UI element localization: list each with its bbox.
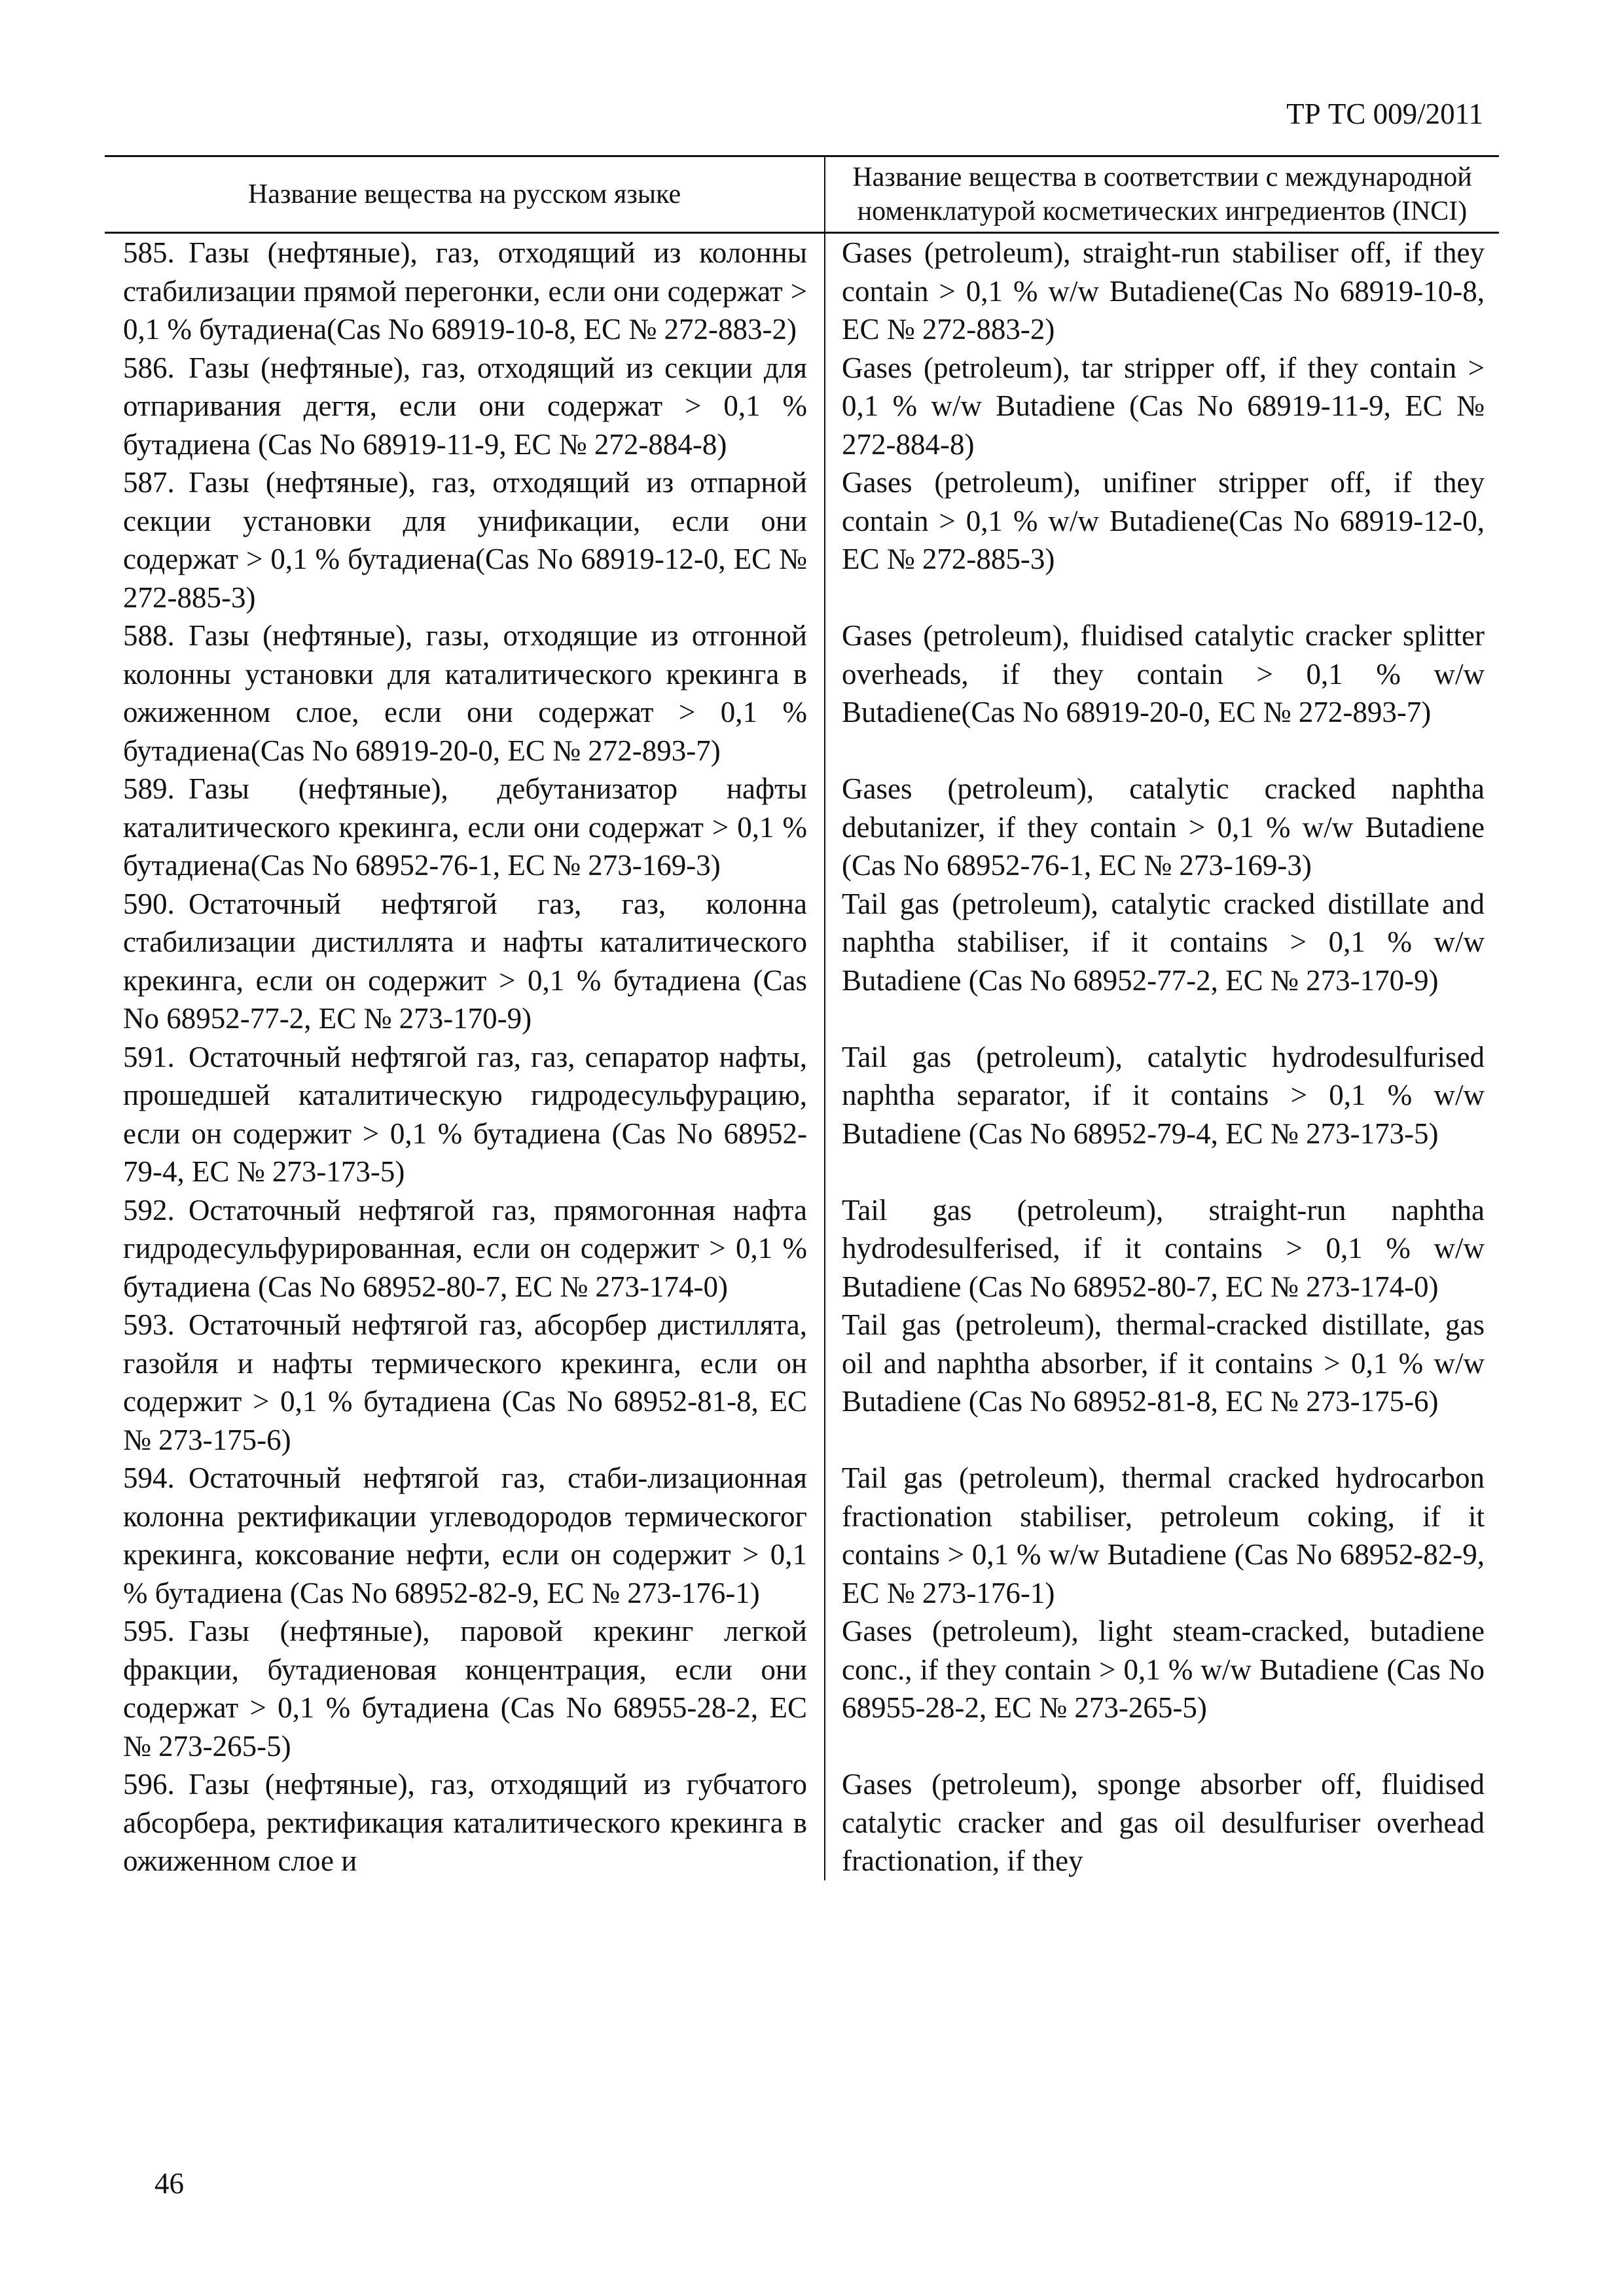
table-row bbox=[105, 1765, 1499, 1880]
russian-name-cell bbox=[105, 1191, 825, 1306]
russian-name-cell bbox=[105, 1612, 825, 1765]
column-header-russian-name: Название вещества на русском языке bbox=[247, 179, 681, 209]
russian-name-text: Остаточный нефтягой газ, газ, колонна стабилизации дистиллята и нафты каталитического крекинга, если он содержит > 0,1 % бутадиена (Cas No 68952-77-2, ЕС № 273-170-9) bbox=[123, 887, 807, 1035]
substances-table bbox=[105, 155, 1499, 1880]
entry-number: 594. bbox=[123, 1462, 175, 1494]
inci-name-cell: Tail gas (petroleum), straight-run naphtha hydrodesulferised, if it contains > 0,1 % w/w Butadiene (Cas No 68952-80-7, ЕС № 273-174-0) bbox=[825, 1191, 1499, 1306]
table-header bbox=[105, 156, 1499, 233]
russian-name-cell bbox=[105, 885, 825, 1038]
entry-number: 586. bbox=[123, 351, 175, 384]
table-row bbox=[105, 463, 1499, 617]
inci-name-cell: Gases (petroleum), tar stripper off, if they contain > 0,1 % w/w Butadiene (Cas No 68919-11-9, ЕС № 272-884-8) bbox=[825, 349, 1499, 464]
russian-name-cell bbox=[105, 1038, 825, 1191]
document-code: ТР ТС 009/2011 bbox=[1286, 98, 1483, 130]
table-row bbox=[105, 1306, 1499, 1459]
russian-name-cell bbox=[105, 1765, 825, 1880]
inci-name-cell: Gases (petroleum), unifiner stripper off, if they contain > 0,1 % w/w Butadiene(Cas No 68919-12-0, ЕС № 272-885-3) bbox=[825, 463, 1499, 617]
inci-name-cell: Tail gas (petroleum), catalytic cracked distillate and naphtha stabiliser, if it contains > 0,1 % w/w Butadiene (Cas No 68952-77-2, ЕС № 273-170-9) bbox=[825, 885, 1499, 1038]
inci-name-cell: Tail gas (petroleum), thermal-cracked distillate, gas oil and naphtha absorber, if it contains > 0,1 % w/w Butadiene (Cas No 68952-81-8, ЕС № 273-175-6) bbox=[825, 1306, 1499, 1459]
russian-name-cell bbox=[105, 1306, 825, 1459]
russian-name-text: Газы (нефтяные), газ, отходящий из секции для отпаривания дегтя, если они содержат > 0,1 % бутадиена (Cas No 68919-11-9, ЕС № 272-884-8) bbox=[123, 351, 807, 461]
table-row bbox=[105, 1612, 1499, 1765]
russian-name-cell bbox=[105, 617, 825, 770]
inci-name-cell: Gases (petroleum), sponge absorber off, fluidised catalytic cracker and gas oil desulfuriser overhead fractionation, if they bbox=[825, 1765, 1499, 1880]
entry-number: 590. bbox=[123, 887, 175, 920]
table-row bbox=[105, 770, 1499, 885]
entry-number: 596. bbox=[123, 1768, 175, 1801]
russian-name-cell bbox=[105, 233, 825, 349]
inci-name-cell: Gases (petroleum), fluidised catalytic cracker splitter overheads, if they contain > 0,1 % w/w Butadiene(Cas No 68919-20-0, ЕС № 272-893-7) bbox=[825, 617, 1499, 770]
table-row bbox=[105, 1038, 1499, 1191]
russian-name-text: Газы (нефтяные), паровой крекинг легкой фракции, бутадиеновая концентрация, если они содержат > 0,1 % бутадиена (Cas No 68955-28-2, ЕС № 273-265-5) bbox=[123, 1615, 807, 1763]
russian-name-cell bbox=[105, 349, 825, 464]
inci-name-cell: Gases (petroleum), straight-run stabiliser off, if they contain > 0,1 % w/w Butadiene(Cas No 68919-10-8, ЕС № 272-883-2) bbox=[825, 233, 1499, 349]
entry-number: 593. bbox=[123, 1308, 175, 1341]
table-row bbox=[105, 349, 1499, 464]
entry-number: 588. bbox=[123, 619, 175, 652]
inci-name-cell: Tail gas (petroleum), catalytic hydrodesulfurised naphtha separator, if it contains > 0,1 % w/w Butadiene (Cas No 68952-79-4, ЕС № 273-173-5) bbox=[825, 1038, 1499, 1191]
entry-number: 589. bbox=[123, 772, 175, 805]
entry-number: 595. bbox=[123, 1615, 175, 1647]
table-row bbox=[105, 617, 1499, 770]
table-row bbox=[105, 1191, 1499, 1306]
table-row bbox=[105, 1459, 1499, 1612]
russian-name-cell bbox=[105, 463, 825, 617]
inci-name-cell: Gases (petroleum), catalytic cracked naphtha debutanizer, if they contain > 0,1 % w/w Butadiene (Cas No 68952-76-1, ЕС № 273-169-3) bbox=[825, 770, 1499, 885]
inci-name-cell: Gases (petroleum), light steam-cracked, butadiene conc., if they contain > 0,1 % w/w Butadiene (Cas No 68955-28-2, ЕС № 273-265-5) bbox=[825, 1612, 1499, 1765]
table-body bbox=[105, 233, 1499, 1880]
entry-number: 591. bbox=[123, 1040, 175, 1073]
inci-name-cell: Tail gas (petroleum), thermal cracked hydrocarbon fractionation stabiliser, petroleum coking, if it contains > 0,1 % w/w Butadiene (Cas No 68952-82-9, ЕС № 273-176-1) bbox=[825, 1459, 1499, 1612]
column-header-inci-name: Название вещества в соответствии с международной номенклатурой косметических ингредиентов (INCI) bbox=[825, 156, 1499, 233]
entry-number: 585. bbox=[123, 236, 175, 269]
page-number: 46 bbox=[154, 2167, 184, 2200]
russian-name-cell bbox=[105, 1459, 825, 1612]
header-row bbox=[105, 156, 1499, 233]
russian-name-text: Остаточный нефтягой газ, стаби-лизационная колонна ректификации углеводородов термическогог крекинга, коксование нефти, если он содержит > 0,1 % бутадиена (Cas No 68952-82-9, ЕС № 273-176-1) bbox=[123, 1462, 807, 1609]
table-row bbox=[105, 885, 1499, 1038]
russian-name-text: Газы (нефтяные), газ, отходящий из отпарной секции установки для унификации, если они содержат > 0,1 % бутадиена(Cas No 68919-12-0, ЕС № 272-885-3) bbox=[123, 466, 807, 614]
table-row bbox=[105, 233, 1499, 349]
entry-number: 592. bbox=[123, 1193, 175, 1227]
russian-name-text: Остаточный нефтягой газ, прямогонная нафта гидродесульфурированная, если он содержит > 0,1 % бутадиена (Cas No 68952-80-7, ЕС № 273-174-0) bbox=[123, 1193, 807, 1303]
russian-name-text: Газы (нефтяные), газ, отходящий из колонны стабилизации прямой перегонки, если они содержат > 0,1 % бутадиена(Cas No 68919-10-8, ЕС № 272-883-2) bbox=[123, 236, 807, 346]
russian-name-text: Газы (нефтяные), газ, отходящий из губчатого абсорбера, ректификация каталитического крекинга в ожиженном слое и bbox=[123, 1768, 807, 1877]
russian-name-text: Остаточный нефтягой газ, газ, сепаратор нафты, прошедшей каталитическую гидродесульфурацию, если он содержит > 0,1 % бутадиена (Cas No 68952-79-4, ЕС № 273-173-5) bbox=[123, 1040, 807, 1188]
russian-name-text: Газы (нефтяные), дебутанизатор нафты каталитического крекинга, если они содержат > 0,1 % бутадиена(Cas No 68952-76-1, ЕС № 273-169-3) bbox=[123, 772, 807, 882]
entry-number: 587. bbox=[123, 466, 175, 499]
russian-name-cell bbox=[105, 770, 825, 885]
russian-name-text: Остаточный нефтягой газ, абсорбер дистиллята, газойля и нафты термического крекинга, если он содержит > 0,1 % бутадиена (Cas No 68952-81-8, ЕС № 273-175-6) bbox=[123, 1308, 807, 1456]
russian-name-text: Газы (нефтяные), газы, отходящие из отгонной колонны установки для каталитического крекинга в ожиженном слое, если они содержат > 0,1 % бутадиена(Cas No 68919-20-0, ЕС № 272-893-7) bbox=[123, 619, 807, 767]
